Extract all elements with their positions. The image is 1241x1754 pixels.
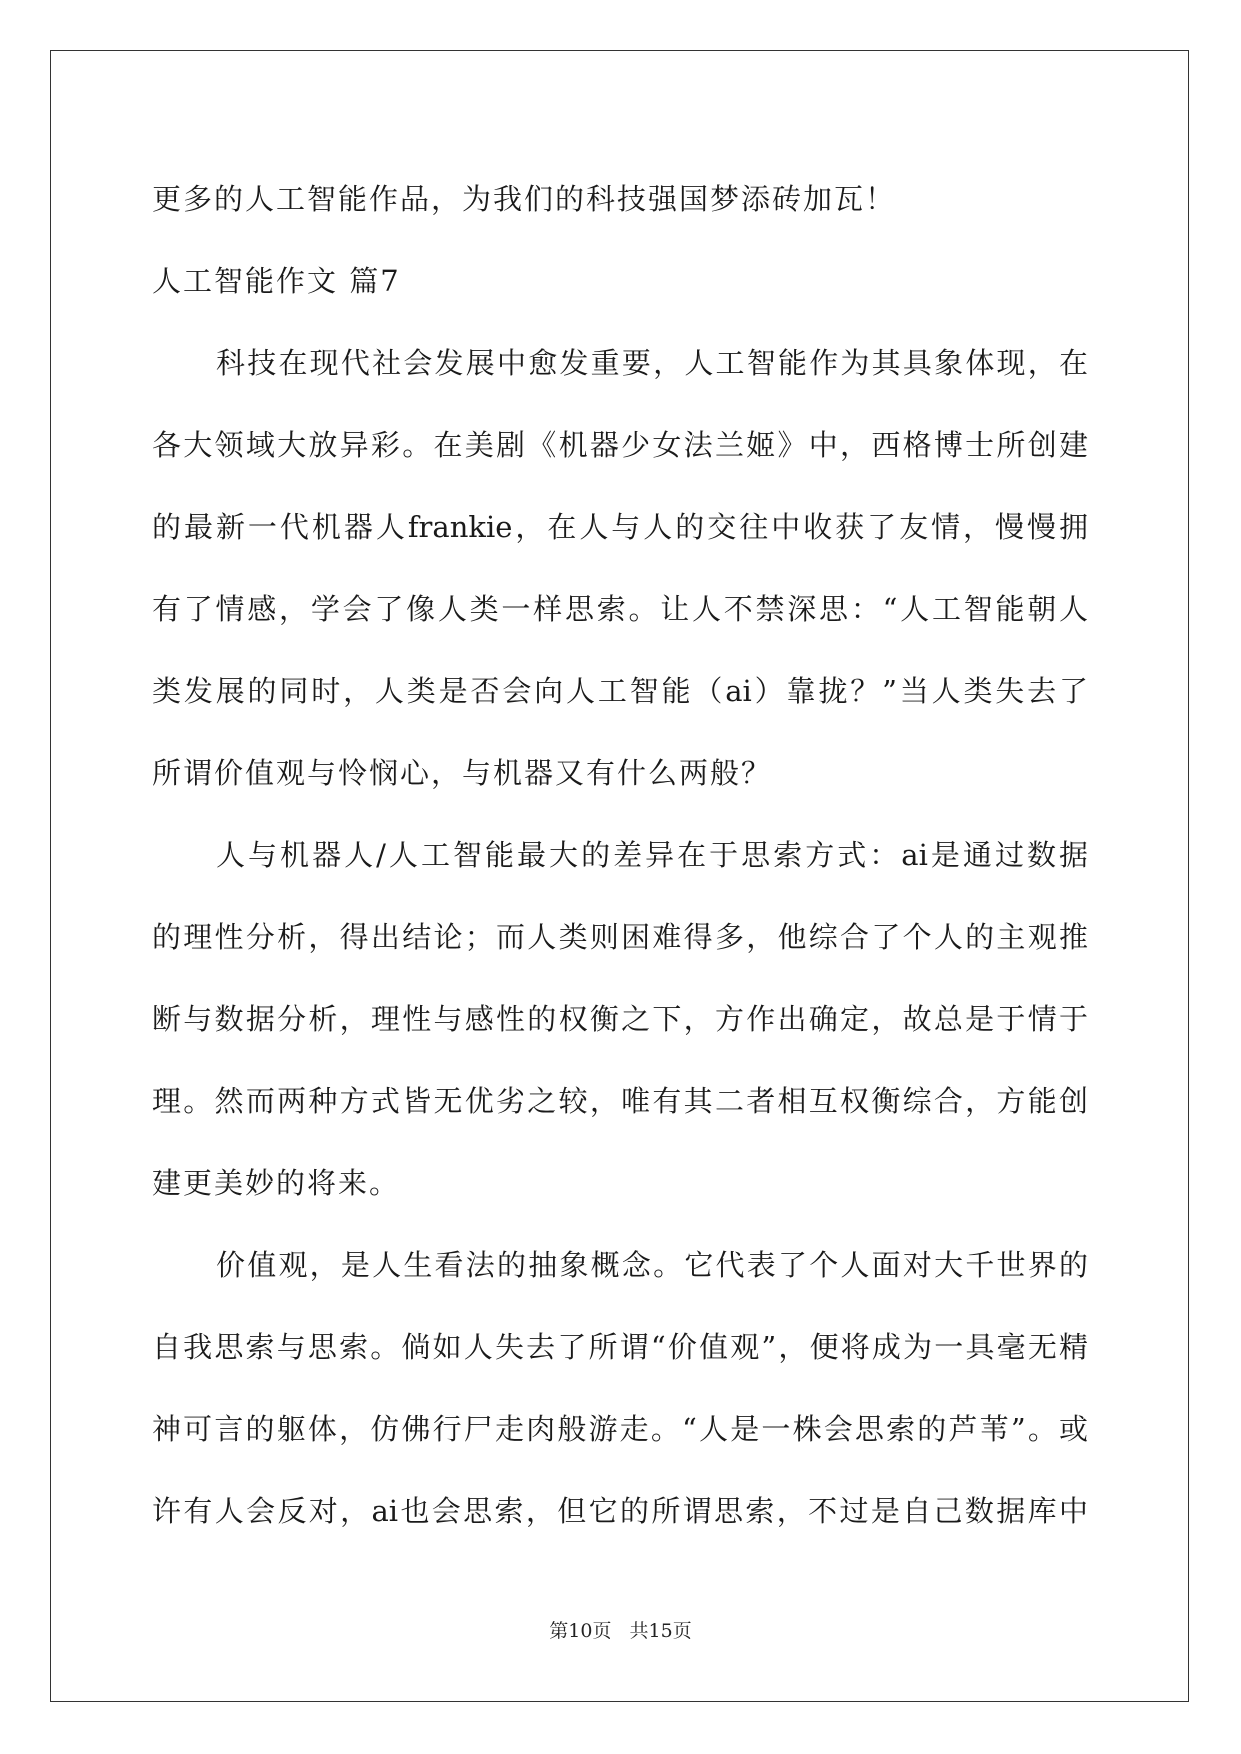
paragraph-2-line: 建更美妙的将来。: [152, 1166, 401, 1200]
paragraph-2-line: 的理性分析，得出结论；而人类则困难得多，他综合了个人的主观推: [152, 920, 1088, 954]
page-footer: [0, 1616, 1241, 1643]
paragraph-1-line: 的最新一代机器人frankie，在人与人的交往中收获了友情，慢慢拥: [152, 510, 1088, 544]
paragraph-2-line: 人与机器人/人工智能最大的差异在于思索方式：ai是通过数据: [216, 838, 1088, 872]
paragraph-1-line: 有了情感，学会了像人类一样思索。让人不禁深思：“人工智能朝人: [152, 592, 1088, 626]
document-body: [152, 158, 1088, 1552]
paragraph-1-line: 所谓价值观与怜悯心，与机器又有什么两般？: [152, 756, 773, 790]
paragraph-3-line: 许有人会反对，ai也会思索，但它的所谓思索，不过是自己数据库中: [152, 1494, 1088, 1528]
page-total: 共15页: [629, 1620, 692, 1642]
paragraph-2-line: 理。然而两种方式皆无优劣之较，唯有其二者相互权衡综合，方能创: [152, 1084, 1088, 1118]
paragraph-1-line: 类发展的同时，人类是否会向人工智能（ai）靠拢？”当人类失去了: [152, 674, 1088, 708]
paragraph-2-line: 断与数据分析，理性与感性的权衡之下，方作出确定，故总是于情于: [152, 1002, 1088, 1036]
text-line: 更多的人工智能作品，为我们的科技强国梦添砖加瓦！: [152, 182, 897, 216]
paragraph-1-line: 各大领域大放异彩。在美剧《机器少女法兰姬》中，西格博士所创建: [152, 428, 1088, 462]
paragraph-3-line: 价值观，是人生看法的抽象概念。它代表了个人面对大千世界的: [216, 1248, 1088, 1282]
page-number: 第10页: [549, 1620, 612, 1642]
paragraph-1-line: 科技在现代社会发展中愈发重要，人工智能作为其具象体现，在: [216, 346, 1088, 380]
paragraph-3-line: 自我思索与思索。倘如人失去了所谓“价值观”，便将成为一具毫无精: [152, 1330, 1088, 1364]
section-heading: 人工智能作文 篇7: [152, 264, 401, 298]
paragraph-3-line: 神可言的躯体，仿佛行尸走肉般游走。“人是一株会思索的芦苇”。或: [152, 1412, 1088, 1446]
